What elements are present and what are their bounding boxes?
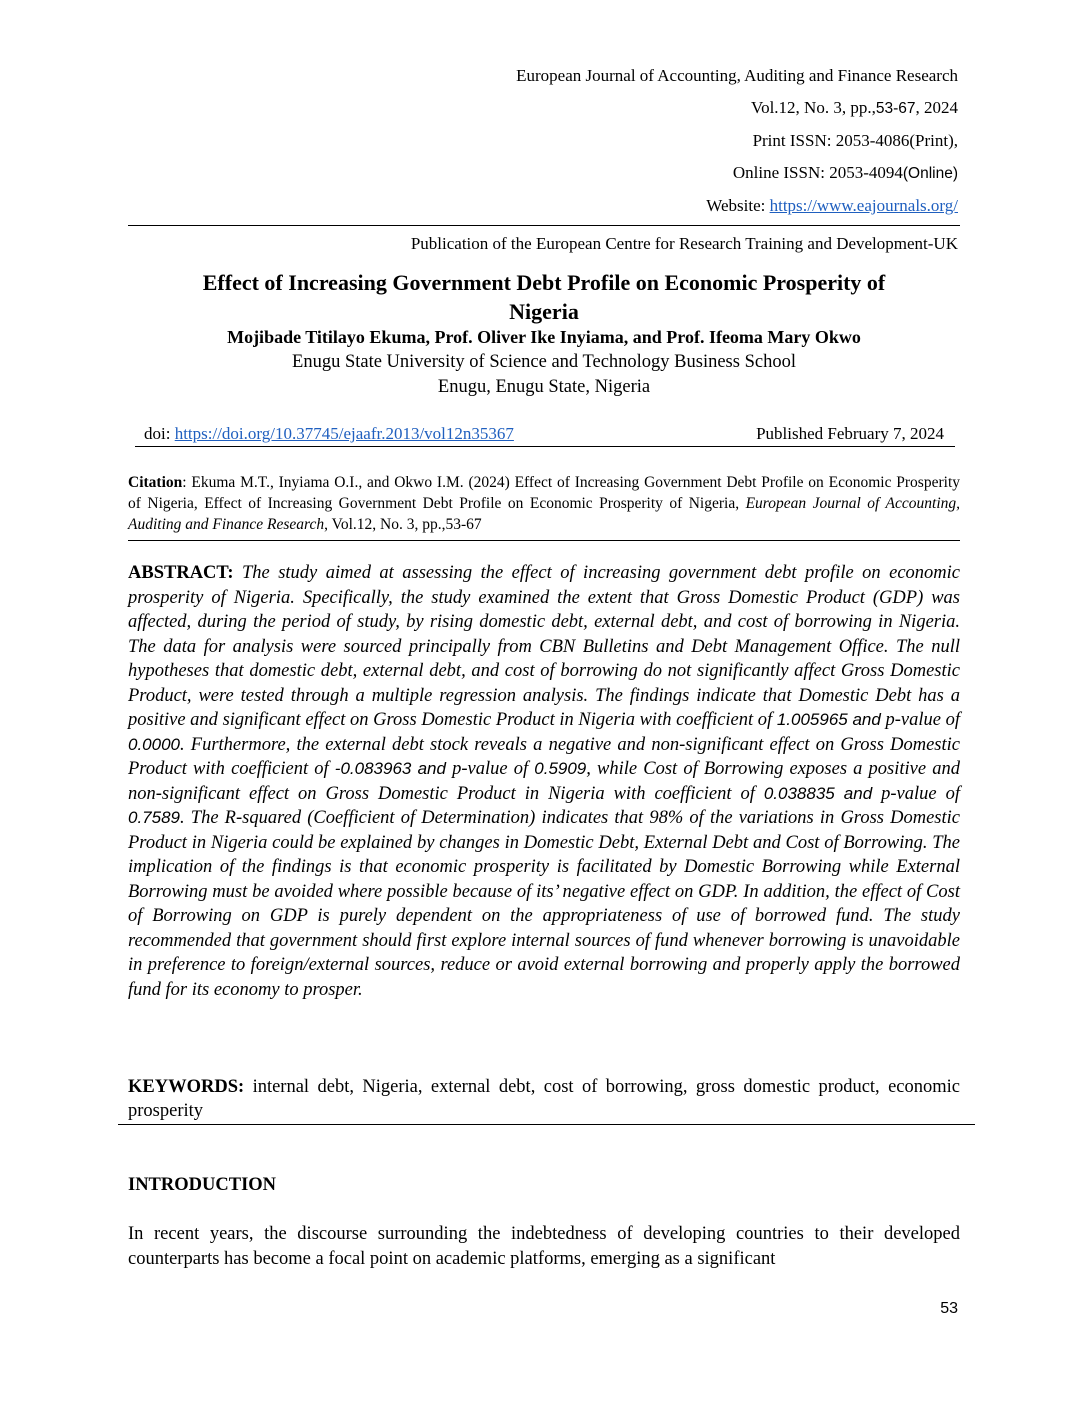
- published-date: Published February 7, 2024: [756, 424, 944, 443]
- journal-header: [516, 60, 958, 222]
- website-link[interactable]: https://www.eajournals.org/: [769, 196, 958, 215]
- print-issn: Print ISSN: 2053-4086(Print),: [752, 131, 958, 150]
- keywords-divider: [118, 1124, 975, 1125]
- publisher-line: Publication of the European Centre for Research Training and Development-UK: [410, 234, 958, 253]
- introduction-paragraph: In recent years, the discourse surrounding the indebtedness of developing countries to their developed counterparts has become a focal point on academic platforms, emerging as a significant: [128, 1224, 960, 1269]
- article-title: Effect of Increasing Government Debt Profile on Economic Prosperity of Nigeria: [202, 270, 886, 324]
- page-number: 53: [940, 1300, 958, 1317]
- header-divider: [128, 225, 960, 226]
- affiliation: Enugu State University of Science and Technology Business School Enugu, Enugu State, Nigeria: [292, 352, 796, 397]
- keywords: KEYWORDS: internal debt, Nigeria, external debt, cost of borrowing, gross domestic product, economic prosperity: [128, 1077, 960, 1121]
- author-list: Mojibade Titilayo Ekuma, Prof. Oliver Ike Inyiama, and Prof. Ifeoma Mary Okwo: [227, 327, 861, 347]
- doi-divider: [135, 446, 955, 447]
- volume-info: Vol.12, No. 3, pp.,53-67, 2024: [751, 98, 958, 117]
- website-line: Website: https://www.eajournals.org/: [706, 196, 958, 215]
- doi-row: doi: https://doi.org/10.37745/ejaafr.2013/vol12n35367 Published February 7, 2024: [144, 424, 944, 443]
- citation-block: Citation: Ekuma M.T., Inyiama O.I., and Okwo I.M. (2024) Effect of Increasing Government Debt Profile on Economic Prosperity of Nigeria, Effect of Increasing Government Debt Profile on Economic Prosperity of Nigeria, European Journal of Accounting, Auditing and Finance Research, Vol.12, No. 3, pp.,53-67: [128, 474, 960, 533]
- online-issn: Online ISSN: 2053-4094(Online): [732, 163, 958, 182]
- citation-divider: [128, 540, 960, 541]
- abstract-label: ABSTRACT:: [128, 563, 234, 583]
- doi-link[interactable]: https://doi.org/10.37745/ejaafr.2013/vol12n35367: [174, 424, 514, 443]
- keywords-label: KEYWORDS:: [128, 1077, 245, 1097]
- introduction-heading: INTRODUCTION: [128, 1175, 277, 1195]
- abstract: ABSTRACT: The study aimed at assessing the effect of increasing government debt profile on economic prosperity of Nigeria. Specifically, the study examined the extent that Gross Domestic Product (GDP) was affected, during the period of study, by rising domestic debt, external debt, and cost of borrowing in Nigeria. The data for analysis were sourced principally from CBN Bulletins and Debt Management Office. The null hypotheses that domestic debt, external debt, and cost of borrowing do not significantly affect Gross Domestic Product, were tested through a multiple regression analysis. The findings indicate that Domestic Debt has a positive and significant effect on Gross Domestic Product in Nigeria with coefficient of 1.005965 and p-value of 0.0000. Furthermore, the external debt stock reveals a negative and non-significant effect on Gross Domestic Product with coefficient of -0.083963 and p-value of 0.5909, while Cost of Borrowing exposes a positive and non-significant effect on Gross Domestic Product in Nigeria with coefficient of 0.038835 and p-value of 0.7589. The R-squared (Coefficient of Determination) indicates that 98% of the variations in Gross Domestic Product in Nigeria could be explained by changes in Domestic Debt, External Debt and Cost of Borrowing. The implication of the findings is that economic prosperity is facilitated by Domestic Borrowing while External Borrowing must be avoided where possible because of its’ negative effect on GDP. In addition, the effect of Cost of Borrowing on GDP is purely dependent on the appropriateness of use of borrowed fund. The study recommended that government should first explore internal sources of fund whenever borrowing is unavoidable in preference to foreign/external sources, reduce or avoid external borrowing and properly apply the borrowed fund for its economy to prosper.: [128, 563, 960, 1000]
- journal-name: European Journal of Accounting, Auditing and Finance Research: [516, 66, 958, 85]
